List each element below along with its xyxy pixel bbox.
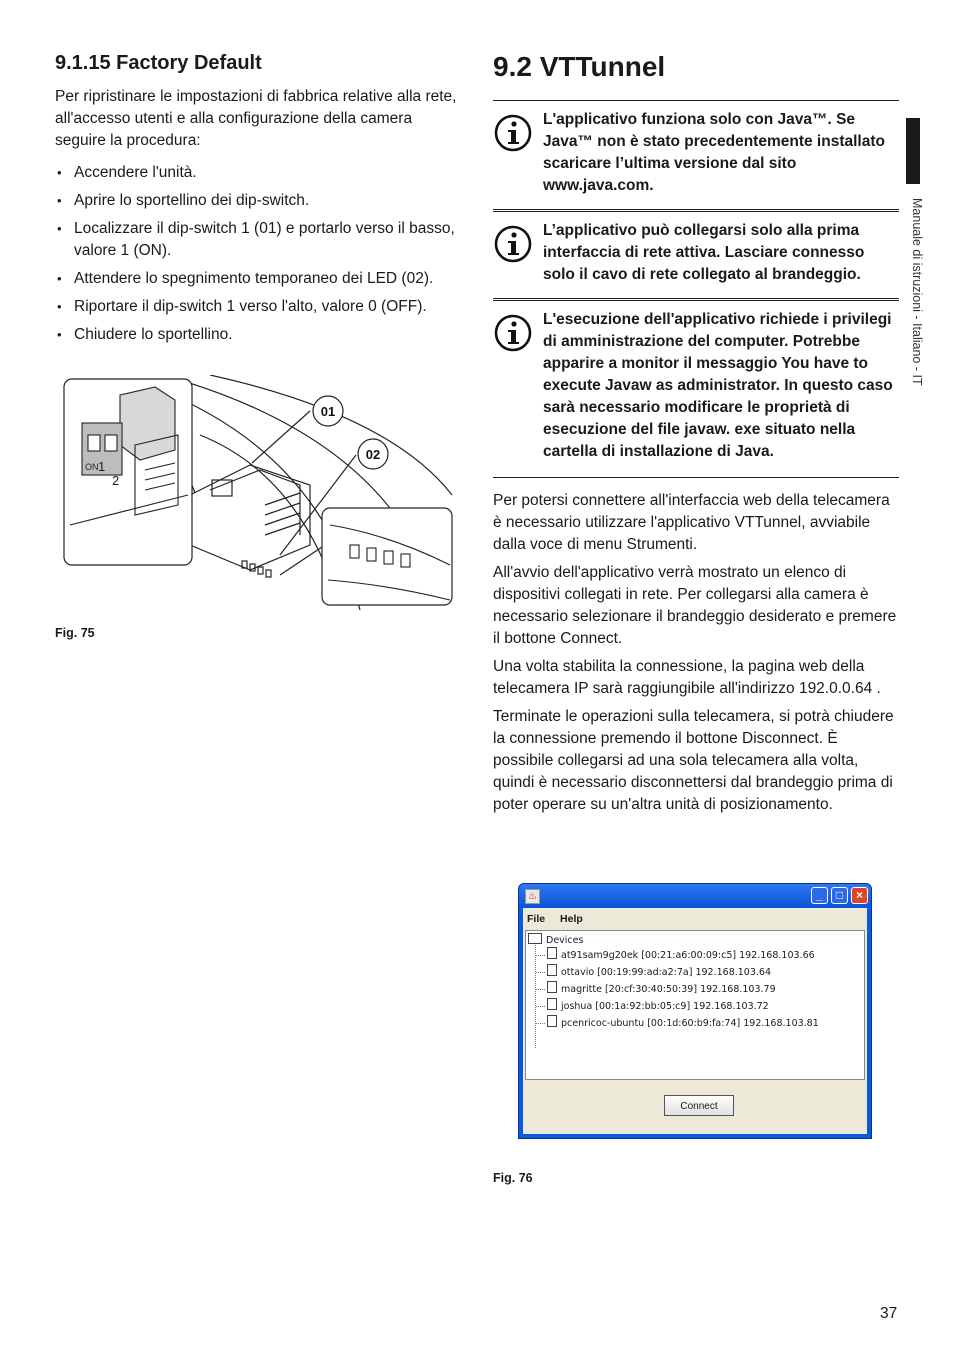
file-icon [547, 998, 557, 1010]
list-item[interactable] [536, 998, 769, 1014]
paragraph: Per potersi connettere all'interfaccia web della telecamera è necessario utilizzare l'applicativo VTTunnel, avviabile dalla voce di menu Strumenti. [493, 492, 890, 553]
close-icon[interactable]: × [851, 887, 868, 904]
tree-root-label: Devices [546, 935, 584, 946]
switch-1-label: 1 [98, 459, 106, 474]
device-label: at91sam9g20ek [00:21:a6:00:09:c5] 192.168.103.66 [561, 950, 815, 961]
folder-icon [528, 933, 542, 944]
file-icon [547, 1015, 557, 1027]
device-label: ottavio [00:19:99:ad:a2:7a] 192.168.103.64 [561, 967, 772, 978]
window-titlebar [519, 884, 871, 908]
list-item: • Riportare il dip-switch 1 verso l'alto, valore 0 (OFF). [55, 296, 460, 318]
list-item: • Aprire lo sportellino dei dip-switch. [55, 190, 460, 212]
note-box [493, 100, 899, 209]
file-icon [547, 964, 557, 976]
section-heading-vttunnel: 9.2 VTTunnel [493, 51, 666, 82]
note-text: L’applicativo può collegarsi solo alla prima interfaccia di rete attiva. Lasciare connesso solo il cavo di rete collegato al brandeggio. [543, 222, 865, 283]
file-icon [547, 947, 557, 959]
paragraph: Una volta stabilita la connessione, la pagina web della telecamera IP sarà raggiungibile all'indirizzo 192.0.0.64 . [493, 658, 881, 697]
info-icon [493, 309, 543, 463]
list-item: • Localizzare il dip-switch 1 (01) e portarlo verso il basso, valore 1 (ON). [55, 218, 460, 262]
list-item: • Chiudere lo sportellino. [55, 324, 460, 346]
note-box [493, 298, 899, 475]
connect-button[interactable]: Connect [664, 1095, 734, 1116]
note-text: L'applicativo funziona solo con Java™. Se Java™ non è stato precedentemente installato scaricare l’ultima versione dal sito www.java.com. [543, 111, 885, 194]
vttunnel-app-window [518, 883, 872, 1139]
list-item[interactable] [536, 947, 815, 963]
info-icon [493, 109, 543, 197]
intro-paragraph: Per ripristinare le impostazioni di fabbrica relative alla rete, all'accesso utenti e alla configurazione della camera seguire la procedura: [55, 88, 457, 149]
java-app-icon: ♨ [525, 889, 540, 904]
note-box [493, 209, 899, 298]
maximize-icon[interactable]: □ [831, 887, 848, 904]
divider [493, 477, 899, 478]
device-label: joshua [00:1a:92:bb:05:c9] 192.168.103.72 [561, 1001, 769, 1012]
procedure-list [55, 162, 460, 346]
window-client [523, 908, 867, 1134]
device-label: pcenricoc-ubuntu [00:1d:60:b9:fa:74] 192.168.103.81 [561, 1018, 819, 1029]
list-item[interactable] [536, 1015, 819, 1031]
list-item: • Attendere lo spegnimento temporaneo dei LED (02). [55, 268, 460, 290]
dip-switch-illustration [60, 375, 455, 610]
paragraph: All'avvio dell'applicativo verrà mostrato un elenco di dispositivi collegati in rete. Per collegarsi alla camera è necessario selezionare il brandeggio desiderato e premere il bottone Connect. [493, 564, 897, 647]
device-label: magritte [20:cf:30:40:50:39] 192.168.103.79 [561, 984, 776, 995]
page-number: 37 [880, 1305, 898, 1322]
right-column [493, 50, 899, 822]
menu-file[interactable]: File [527, 913, 546, 925]
left-column [55, 50, 460, 352]
menu-bar [523, 908, 867, 930]
section-heading-factory-default: 9.1.15 Factory Default [55, 52, 262, 74]
info-icon [493, 220, 543, 286]
list-item[interactable] [536, 964, 771, 980]
menu-help[interactable]: Help [560, 913, 583, 925]
switch-on-label: ON [85, 462, 99, 472]
switch-2-label: 2 [112, 473, 120, 488]
figure-75-caption: Fig. 75 [55, 626, 95, 640]
minimize-icon[interactable]: _ [811, 887, 828, 904]
side-label: Manuale di istruzioni - Italiano - IT [910, 198, 924, 386]
figure-76-caption: Fig. 76 [493, 1171, 533, 1185]
callout-01: 01 [320, 404, 336, 419]
note-text: L'esecuzione dell'applicativo richiede i privilegi di amministrazione del computer. Potrebbe apparire a monitor il messaggio You have to execute Javaw as administrator. In questo caso sarà necessario modificare le proprietà di esecuzione del file javaw. exe situato nella cartella di installazione di Java. [543, 311, 893, 460]
paragraph: Terminate le operazioni sulla telecamera, si potrà chiudere la connessione premendo il bottone Disconnect. È possibile collegarsi ad una sola telecamera alla volta, quindi è necessario disconnettersi dal brandeggio prima di poter operare su un'altra unità di posizionamento. [493, 708, 894, 813]
list-item[interactable] [536, 981, 776, 997]
file-icon [547, 981, 557, 993]
list-item: • Accendere l'unità. [55, 162, 460, 184]
section-tab-marker [906, 118, 920, 184]
devices-tree [525, 930, 865, 1080]
callout-02: 02 [365, 447, 381, 462]
